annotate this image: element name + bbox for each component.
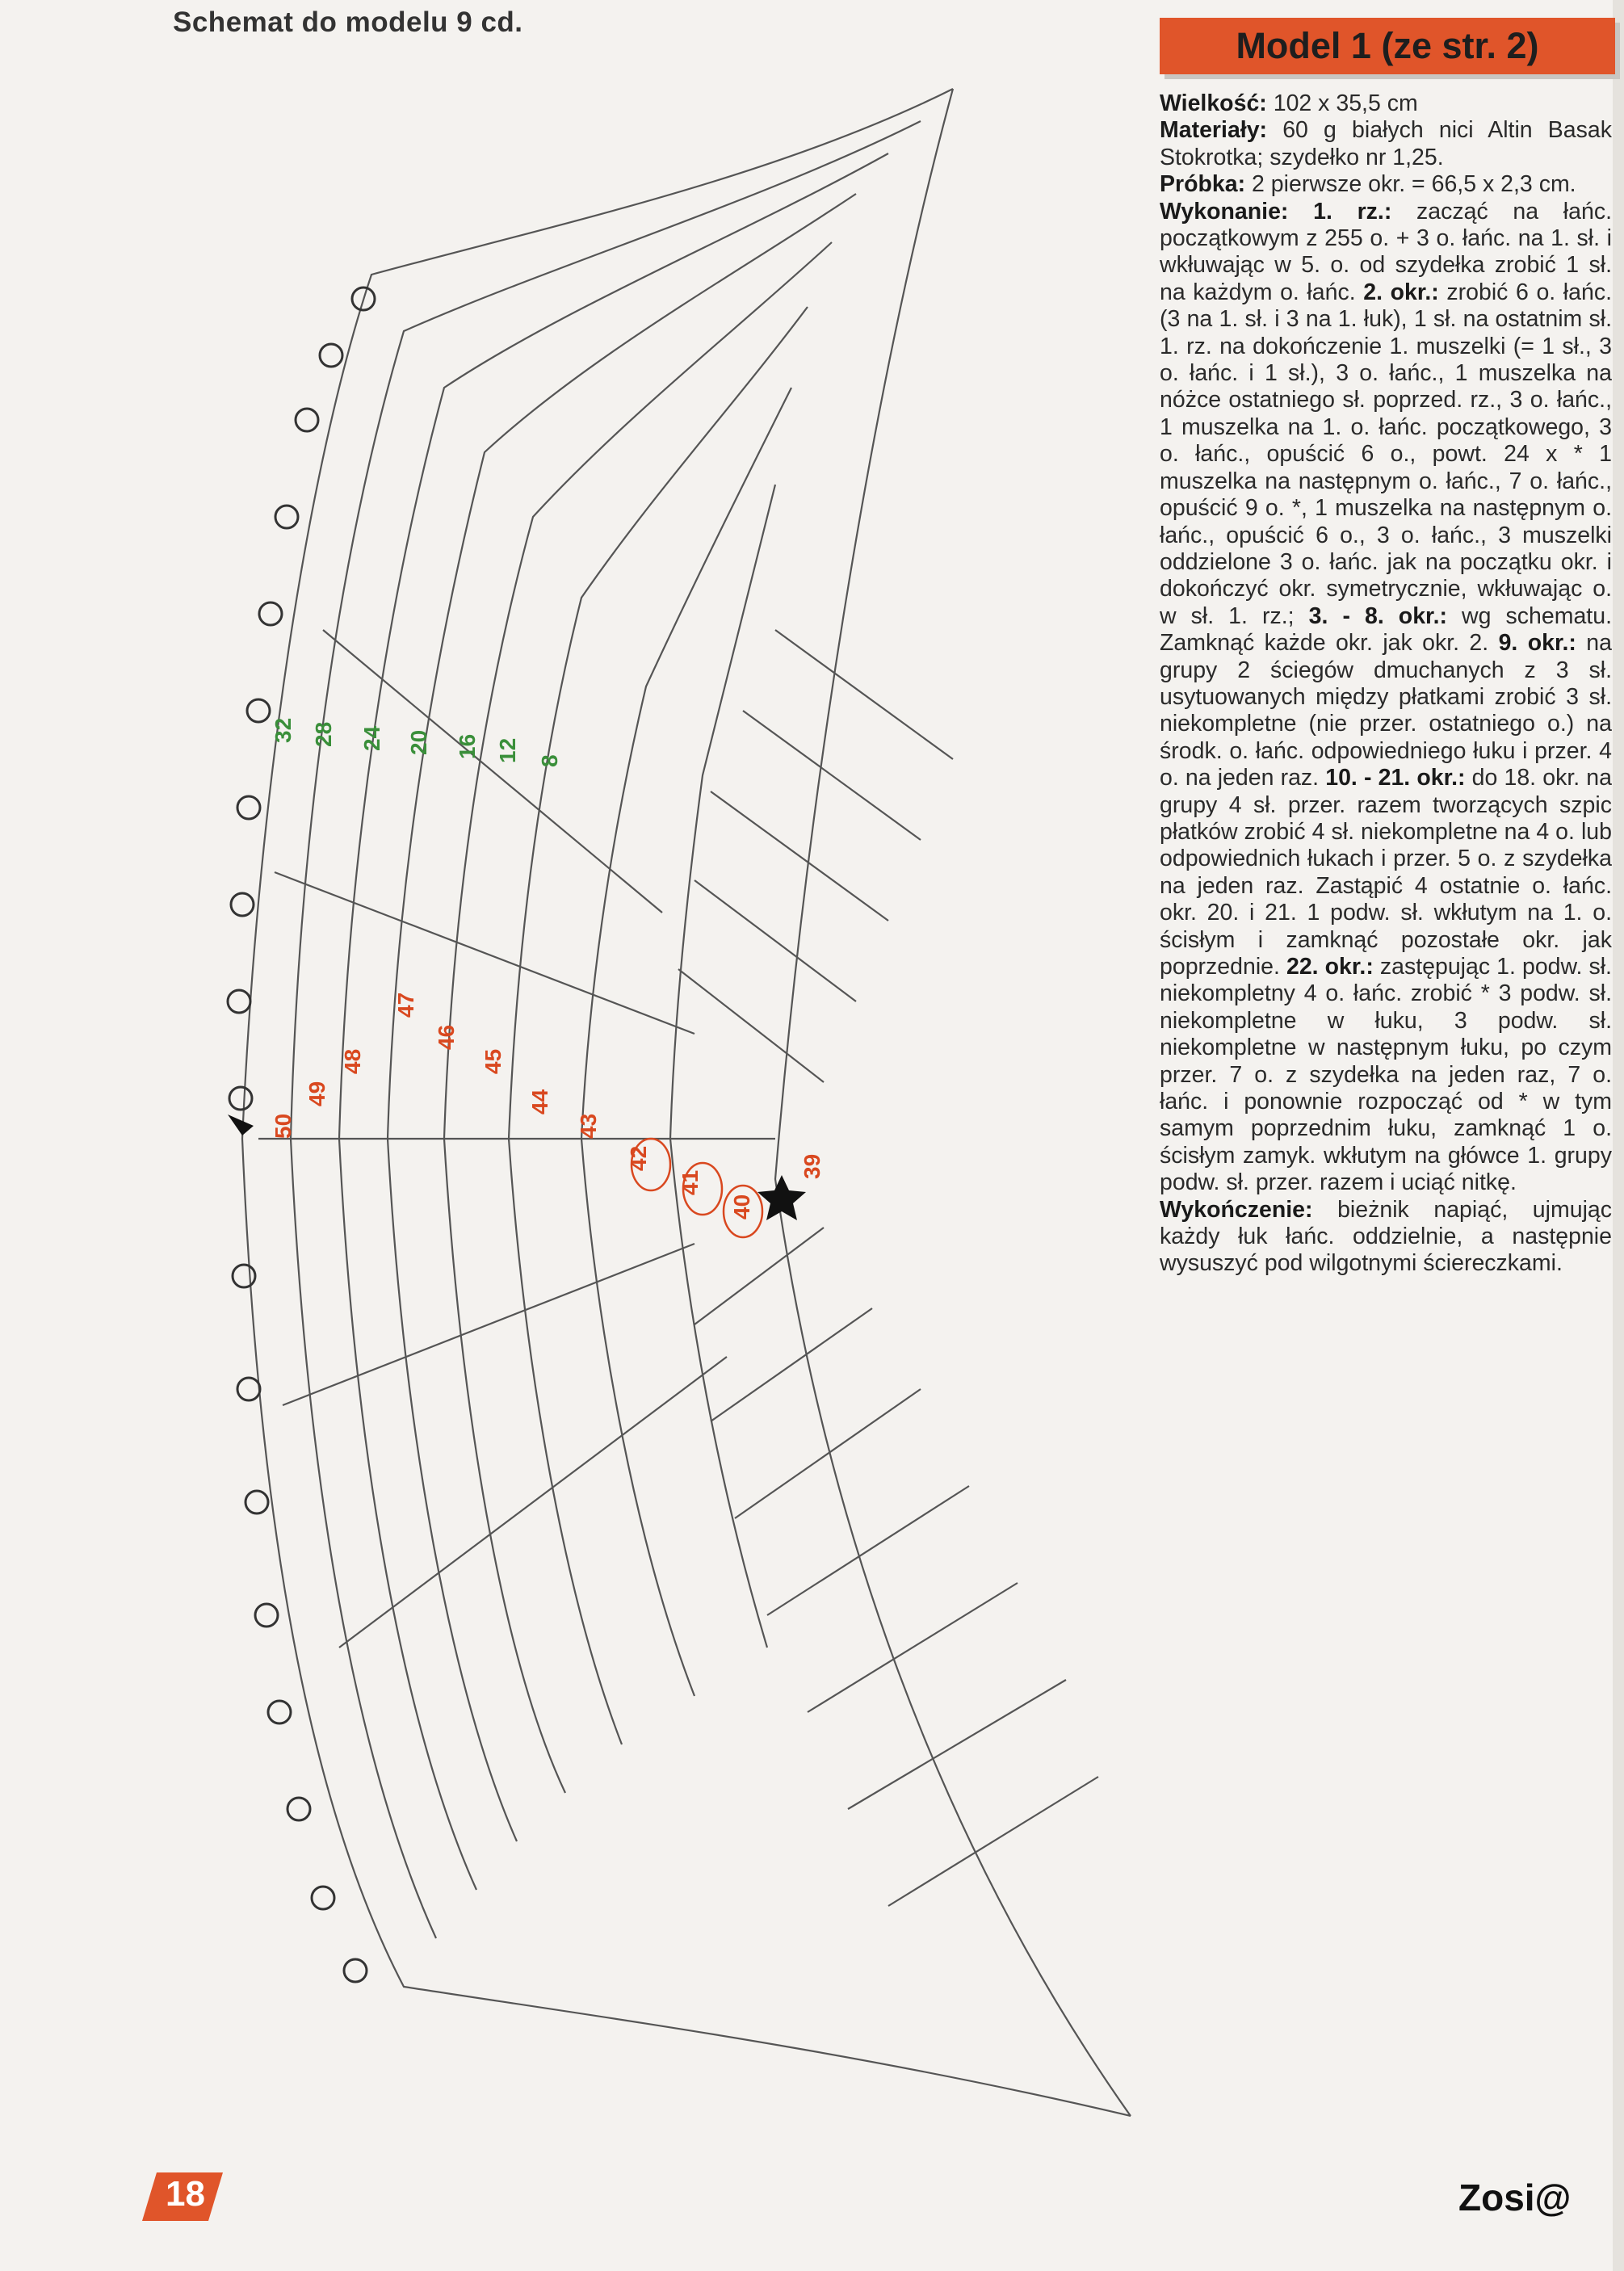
exec-text-4: na grupy 2 ściegów dmuchanych z 3 sł. usytuowanych między płatkami zrobić 3 sł. niekompletne (nie przer. ostatniego o.) na środk. o. łańc. odpowiedniego łuku i przer. 4 o. na jeden raz. [1160,630,1612,791]
instructions-column [1160,90,1612,1278]
watermark: Zosi@ [1458,2177,1572,2219]
r2-label: 2. okr.: [1363,279,1439,305]
row-label-46: 46 [434,1024,459,1050]
page-number: 18 [166,2174,205,2214]
row-label-40: 40 [729,1194,754,1219]
sample-label: Próbka: [1160,171,1246,198]
exec-label: Wykonanie: 1. rz.: [1160,198,1392,225]
green-row-labels [271,718,562,767]
exec-text-3: wg schematu. Zamknąć każde okr. jak okr. 2. [1160,602,1612,657]
finish-label: Wykończenie: [1160,1196,1313,1223]
row-label-48: 48 [340,1048,365,1074]
exec-text-2: zrobić 6 o. łańc. (3 na 1. sł. i 3 na 1. łuk), 1 sł. na ostatnim sł. 1. rz. na dokończenie 1. muszelki (= 1 sł., 3 o. łańc. i 1 sł.), 3 o. łańc., 1 muszelka na nóżce ostatniego sł. poprzed. rz., 3 o. łańc., 1 muszelka na 1. o. łańc. początkowego, 3 o. łańc., opuścić 6 o., powt. 24 x * 1 muszelka na następnym o. łańc., 7 o. łańc., opuścić 9 o. *, 1 muszelka na następnym o. łańc., opuścić 6 o., 3 o. łańc., 3 muszelki oddzielone 3 o. łańc. jak na początku okr. i dokończyć okr. symetrycznie, wkłuwając o. w sł. 1. rz.; [1160,279,1613,629]
materials-value: 60 g białych nici Altin Basak Stokrotka; szydełko nr 1,25. [1160,117,1612,170]
row-label-28: 28 [311,721,336,747]
row-label-50: 50 [271,1113,296,1139]
size-label: Wielkość: [1160,90,1267,116]
r10-label: 10. - 21. okr.: [1325,765,1466,791]
page-edge [1613,0,1624,2271]
exec-text-6: zastępując 1. podw. sł. niekompletny 4 o. łańc. zrobić * 3 podw. sł. niekompletne w łuku, 3 podw. sł. niekompletne w następnym łuku, po czym przer. 7 o. z szydełka na jeden raz, 7 o. łańc. i ponownie rozpocząć od * w tym samym poprzednim łuku, zamknąć 1 o. ścisłym zamyk. wkłutym na główce 1. grupy podw. sł. przer. razem i uciąć nitkę. [1160,954,1612,1196]
row-label-49: 49 [304,1081,329,1106]
row-label-45: 45 [480,1048,506,1074]
row-label-44: 44 [527,1089,552,1115]
sample-value: 2 pierwsze okr. = 66,5 x 2,3 cm. [1245,171,1576,198]
model-header-label: Model 1 (ze str. 2) [1236,25,1539,66]
row-label-41: 41 [678,1169,703,1195]
row-label-8: 8 [537,754,562,767]
exec-text-1: zacząć na łańc. początkowym z 255 o. + 3 o. łańc. na 1. sł. i wkłuwając w 5. o. od szydełka zrobić 1 sł. na każdym o. łańc. [1160,198,1613,305]
row-label-42: 42 [626,1145,651,1171]
row-label-32: 32 [271,717,296,743]
row-label-16: 16 [455,733,480,759]
star-icon [757,1175,806,1220]
row-label-12: 12 [495,737,520,763]
r22-label: 22. okr.: [1286,954,1374,980]
size-value: 102 x 35,5 cm [1266,90,1418,116]
row-label-24: 24 [359,725,384,751]
instructions-paragraph [1160,90,1612,1278]
start-arrow-icon [228,1115,254,1136]
row-label-47: 47 [393,992,418,1018]
r3-label: 3. - 8. okr.: [1308,602,1447,629]
page-title: Schemat do modelu 9 cd. [173,6,523,38]
row-label-43: 43 [576,1113,601,1139]
row-label-39: 39 [799,1153,825,1179]
model-header-box [1160,18,1615,74]
row-label-20: 20 [406,729,431,755]
crochet-diagram [210,65,1139,2132]
exec-text-5: do 18. okr. na grupy 4 sł. przer. razem tworzących szpic płatków zrobić 4 sł. niekompletne na 4 o. lub odpowiednich łukach i przer. 5 o. z szydełka na jeden raz. Zastąpić 4 ostatnie o. łańc. okr. 20. i 21. 1 podw. sł. wkłutym na 1. o. ścisłym i zamknąć pozostałe okr. jak poprzednie. [1160,765,1612,980]
diagram-lines [242,89,1131,2116]
r9-label: 9. okr.: [1498,630,1576,657]
finish-value: bieżnik napiąć, ujmując każdy łuk łańc. oddzielnie, a następnie wysuszyć pod wilgotnymi ściereczkami. [1160,1196,1612,1277]
materials-label: Materiały: [1160,117,1268,144]
